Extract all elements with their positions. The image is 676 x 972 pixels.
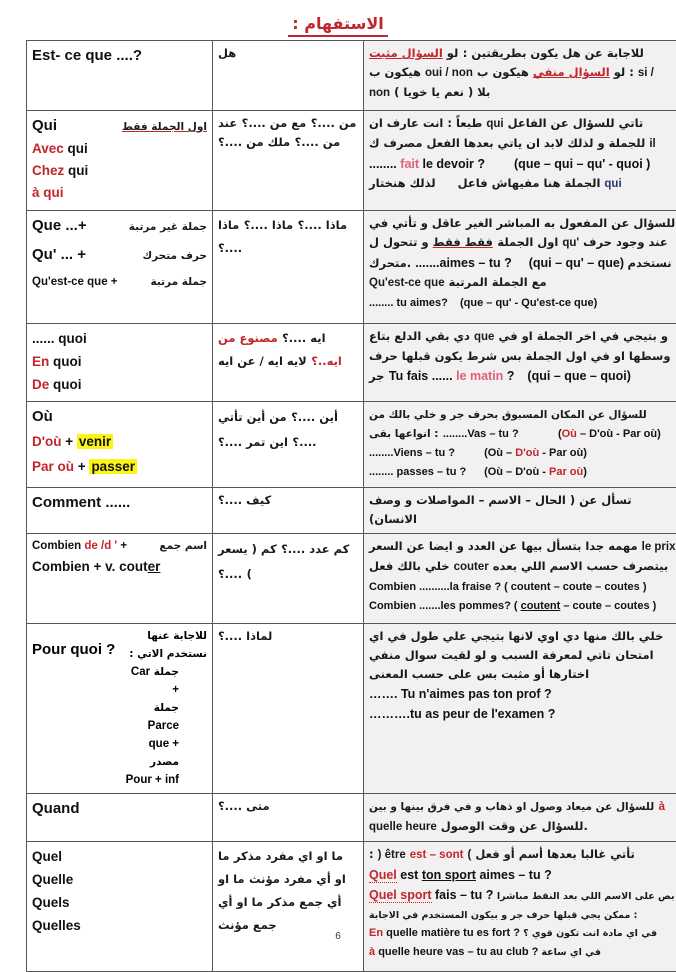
note-line-4: ممكن يجي قبلها حرف جر و بيكون المستخدم في الاجابة : xyxy=(369,910,637,921)
arabic-meaning: ما او اي مفرد مذكر xyxy=(234,849,343,863)
pourquoi-layout xyxy=(32,627,207,789)
term-est-ce-que: Est- ce que ....? xyxy=(32,47,142,64)
term-quelle: Quelle xyxy=(32,868,207,891)
arabic-meaning: كيف ....؟ xyxy=(218,493,271,507)
arabic-meaning: من ....؟ xyxy=(311,116,357,130)
cell-french-combien xyxy=(27,534,213,624)
term-combien-de-note: اسم جمع xyxy=(159,540,207,552)
cell-arabic-quel xyxy=(213,842,364,972)
note-line-1: : ) être est – sont ( تأتي غالبا بعدها أسم أو فعل xyxy=(369,847,635,861)
arabic-meaning: كم ( يسعر ) xyxy=(218,542,277,581)
note-line-1: دي بقي الدلع بتاع que و بتيجي في اخر الجملة او في xyxy=(369,329,668,343)
note-line-1: للسؤال عن المفعول به المباشر الغير عاقل و تأتي في اول الجملة xyxy=(369,216,675,249)
term-quels: Quels xyxy=(32,891,207,914)
arabic-meaning: ايه ....؟ xyxy=(282,331,325,345)
term-row xyxy=(32,214,207,238)
cell-example-que xyxy=(364,211,676,324)
cell-french-quand xyxy=(27,794,213,842)
note-line-1: خلي بالك منها دي اوي لانها بتيجي علي طول في اي امتحان xyxy=(369,629,663,662)
table-row xyxy=(27,111,676,211)
arabic-meaning: عند من ....؟ xyxy=(218,116,340,149)
term-row xyxy=(32,243,207,267)
table-row xyxy=(27,534,676,624)
arabic-meaning: ماذا ....؟ xyxy=(298,218,347,232)
term-chez-qui: Chez qui xyxy=(32,160,207,182)
term-combien-de: Combien de /d ' + xyxy=(32,537,127,555)
arabic-meaning: ما او أي جمع مذكر xyxy=(218,872,341,909)
cell-french-quoi xyxy=(27,324,213,402)
exercise-line: .......aimes – tu ? (qui – qu' – que) xyxy=(415,256,627,270)
arabic-meaning: من أين تأتي ....؟ xyxy=(218,410,317,449)
answer-car: جملة Car + xyxy=(125,663,207,699)
note-line-4: الجملة هنا مفيهاش فاعل لذلك هنختار qui xyxy=(369,176,622,190)
cell-arabic-quand xyxy=(213,794,364,842)
cell-french-quel xyxy=(27,842,213,972)
exercise-line: à quelle heure vas – tu au club ? في اي ساعة xyxy=(369,946,601,958)
exercise-line: ........ fait le devoir ? (que – qui – qu' - quoi ) xyxy=(369,157,650,171)
term-avec-qui: Avec qui xyxy=(32,138,207,160)
term-row xyxy=(32,273,207,291)
note-line-4: نستخدم Qu'est-ce que مع الجملة المرتبة xyxy=(369,256,676,289)
term-pourquoi: Pour quoi ? xyxy=(32,627,115,658)
note-line-2: à quelle heure للسؤال عن وقت الوصول. xyxy=(369,799,665,833)
exercise-line: En quelle matière tu es fort ? في اي مادة انت تكون قوي ؟ xyxy=(369,927,657,939)
note-line-3: لو السؤال منفي هيكون ب : si / non بلا ( نعم يا خويا ) xyxy=(369,65,654,99)
note-line-2: وسطها او في اول الجملة بس شرط يكون قبلها حرف جر xyxy=(369,349,671,383)
page-title: الاستفهام : xyxy=(288,14,387,37)
cell-example-pourquoi xyxy=(364,624,676,794)
note-line-2: خلي بالك فعل couter بيتصرف حسب الاسم اللي بعده xyxy=(369,559,668,573)
cell-arabic-que xyxy=(213,211,364,324)
exercise-line: Combien ..........la fraise ? ( coutent – coute – coutes ) xyxy=(369,581,647,593)
arabic-meaning: هل xyxy=(218,46,236,60)
term-qu-note: حرف متحرك xyxy=(143,250,207,262)
term-row xyxy=(32,537,207,555)
cell-arabic-qui xyxy=(213,111,364,211)
cell-arabic-quoi xyxy=(213,324,364,402)
term-quest-ce-que-note: جملة مرتبة xyxy=(150,276,207,288)
table-row xyxy=(27,211,676,324)
exercise-line: ........Vas – tu ? (Où – D'où - Par où) xyxy=(443,428,661,440)
note-line-2: لو السؤال مثبت هيكون ب oui / non xyxy=(369,46,477,79)
term-d-ou: D'où + venir xyxy=(32,429,207,454)
term-quel: Quel xyxy=(32,845,207,868)
grammar-table xyxy=(26,40,676,972)
arabic-meaning: ما او أي جمع مؤنث xyxy=(218,895,277,932)
cell-french-comment xyxy=(27,488,213,534)
term-que: Que ...+ xyxy=(32,214,87,238)
arabic-meaning: ماذا ....؟ xyxy=(218,218,242,255)
table-row xyxy=(27,324,676,402)
exercise-line: ........ passes – tu ? (Où – D'où - Par où) xyxy=(369,466,587,478)
cell-french-que xyxy=(27,211,213,324)
note-line-2: تاتي لمعرفة السبب و لو لقيت سوال منفي اختارها أو مثبت بس xyxy=(369,648,611,681)
arabic-meaning: لايه ايه / عن ايه xyxy=(218,354,307,368)
note-line-1: للاجابة عن هل يكون بطريقتين : xyxy=(463,46,644,60)
cell-french-est-ce-que xyxy=(27,41,213,111)
table-row xyxy=(27,488,676,534)
cell-arabic-comment xyxy=(213,488,364,534)
note-line-1: مهمه جدا بتسأل بيها عن العدد و ايضا عن السعر le prix xyxy=(369,539,676,553)
term-en-quoi: En quoi xyxy=(32,350,207,373)
cell-example-qui xyxy=(364,111,676,211)
table-row xyxy=(27,794,676,842)
exercise-line: Tu fais ...... le matin ? (qui – que – quoi) xyxy=(389,369,631,383)
note-line-1: للسؤال عن المكان المسبوق بحرف جر و خلي بالك من انواعها بقى : xyxy=(369,409,647,440)
page-title-wrap xyxy=(26,14,650,40)
term-combien-couter: Combien + v. couter xyxy=(32,555,207,579)
cell-example-est-ce-que xyxy=(364,41,676,111)
cell-french-ou xyxy=(27,402,213,488)
exercise-line: ........Viens – tu ? (Où – D'où - Par où) xyxy=(369,447,587,459)
answer-pour-inf: مصدر Pour + inf xyxy=(125,753,207,789)
arabic-meaning: ماذا ....؟ xyxy=(244,218,293,232)
answer-parce-que: جملة Parce que + xyxy=(125,699,207,753)
cell-example-comment xyxy=(364,488,676,534)
cell-example-quand xyxy=(364,794,676,842)
note-line-2: فقط فقط و تتحول ل qu' عند وجود حرف متحرك. xyxy=(369,235,668,270)
table-row xyxy=(27,41,676,111)
cell-french-pourquoi xyxy=(27,624,213,794)
cell-french-qui xyxy=(27,111,213,211)
term-comment: Comment ...... xyxy=(32,494,130,511)
cell-example-quoi xyxy=(364,324,676,402)
arabic-meaning: ما او أي مفرد مؤنث xyxy=(218,849,346,886)
term-de-quoi: De quoi xyxy=(32,373,207,396)
note-line-3: على حسب المعنى xyxy=(369,667,472,681)
cell-arabic-pourquoi xyxy=(213,624,364,794)
term-qui-note: اول الجملة فقط xyxy=(122,121,207,133)
note-line-1: طبعاً : انت عارف ان qui تاتي للسؤال عن الفاعل للجملة و xyxy=(369,116,645,150)
term-quoi: ...... quoi xyxy=(32,327,207,350)
exercise-line: ........ tu aimes? (que – qu' - Qu'est-ce que) xyxy=(369,297,597,309)
term-quand: Quand xyxy=(32,800,80,817)
arabic-meaning: اين تمر ....؟ xyxy=(218,435,288,449)
page-number: 6 xyxy=(0,931,676,942)
table-row xyxy=(27,402,676,488)
term-qu: Qu' ... + xyxy=(32,243,86,267)
arabic-meaning: أين ....؟ xyxy=(291,410,338,424)
exercise-line: Combien .......les pommes? ( coutent – coute – coutes ) xyxy=(369,600,656,612)
pourquoi-note: للاجابة عنها نستخدم الاتي : xyxy=(125,627,207,663)
term-qui: Qui xyxy=(32,114,57,138)
term-a-qui: à qui xyxy=(32,182,207,204)
arabic-meaning: ....؟ xyxy=(218,567,242,581)
cell-example-quel xyxy=(364,842,676,972)
cell-arabic-combien xyxy=(213,534,364,624)
arabic-meaning: مصنوع من ايه..؟ xyxy=(218,331,342,368)
term-row xyxy=(32,114,207,138)
table-row xyxy=(27,842,676,972)
term-quest-ce-que: Qu'est-ce que + xyxy=(32,273,118,291)
exercise-line: Quel est ton sport aimes – tu ? xyxy=(369,868,552,883)
cell-example-combien xyxy=(364,534,676,624)
term-ou: Où xyxy=(32,405,207,429)
term-quelles: Quelles xyxy=(32,914,207,937)
table-row xyxy=(27,624,676,794)
arabic-meaning: ملك من ....؟ xyxy=(218,135,290,149)
cell-arabic-ou xyxy=(213,402,364,488)
cell-arabic-est-ce-que xyxy=(213,41,364,111)
arabic-meaning: متى ....؟ xyxy=(218,799,270,813)
pourquoi-answers xyxy=(125,627,207,789)
term-par-ou: Par où + passer xyxy=(32,454,207,479)
note-line-1: تسأل عن ( الحال – الاسم – المواصلات و وصف الانسان) xyxy=(369,493,632,526)
exercise-line: ……. Tu n'aimes pas ton prof ? xyxy=(369,687,552,701)
note-line-1: للسؤال عن ميعاد وصول او ذهاب و في فرق بينها و بين xyxy=(369,801,654,813)
arabic-meaning: مع من ....؟ xyxy=(242,116,307,130)
exercise-line: ……….tu as peur de l'examen ? xyxy=(369,707,555,721)
note-line-2: لذلك لابد ان ياتي بعدها الفعل مصرف ك il xyxy=(369,136,656,150)
arabic-meaning: كم عدد ....؟ xyxy=(281,542,349,556)
arabic-meaning: لماذا ....؟ xyxy=(218,629,272,643)
cell-example-ou xyxy=(364,402,676,488)
exercise-line: Quel sport fais – tu ? بص على الاسم اللي بعد النقط مباشرا xyxy=(369,888,675,902)
term-que-note: جملة غير مرتبة xyxy=(129,221,207,233)
